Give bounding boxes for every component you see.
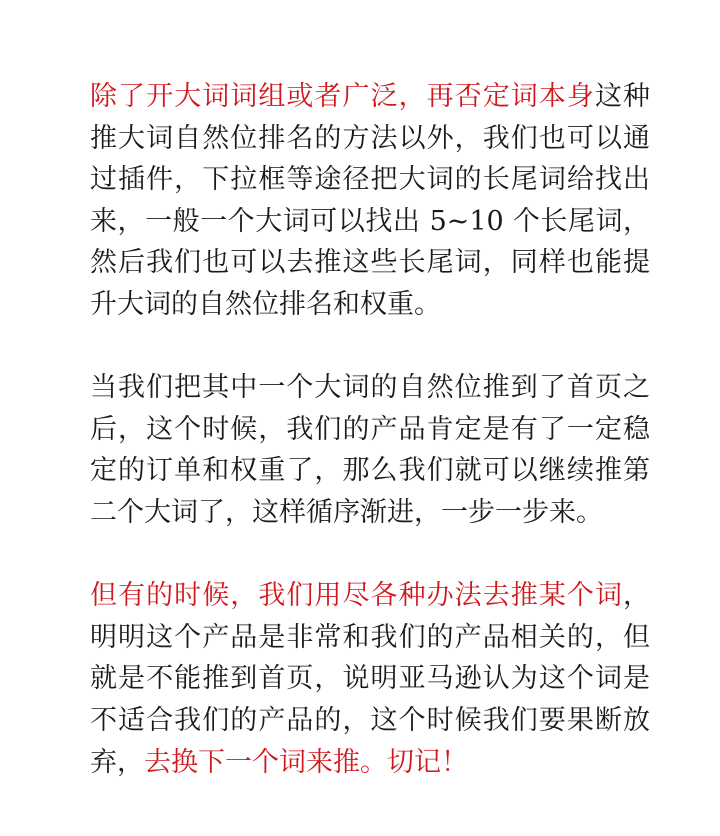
- body-text: 这种推大词自然位排名的方法以外，我们也可以通过插件，下拉框等途径把大词的长尾词给找出来，一般一个大词可以找出 5~10 个长尾词，然后我们也可以去推这些长尾词，同样也能提升大词的自然位排名和权重。: [90, 81, 651, 320]
- paragraph-1: [90, 76, 650, 326]
- article-body: [90, 76, 650, 825]
- paragraph-2: [90, 367, 650, 533]
- body-text: 当我们把其中一个大词的自然位推到了首页之后，这个时候，我们的产品肯定是有了一定稳定的订单和权重了，那么我们就可以继续推第二个大词了，这样循序渐进，一步一步来。: [90, 372, 650, 528]
- highlight-text: 除了开大词词组或者广泛，再否定词本身: [90, 81, 595, 112]
- body-text: ，明明这个产品是非常和我们的产品相关的，但就是不能推到首页，说明亚马逊认为这个词是不适合我们的产品的，这个时候我们要果断放弃，: [90, 580, 650, 778]
- highlight-text: 但有的时候，我们用尽各种办法去推某个词: [90, 580, 623, 612]
- paragraph-3: [90, 575, 650, 783]
- highlight-text: 去换下一个词来推。切记！: [144, 746, 468, 778]
